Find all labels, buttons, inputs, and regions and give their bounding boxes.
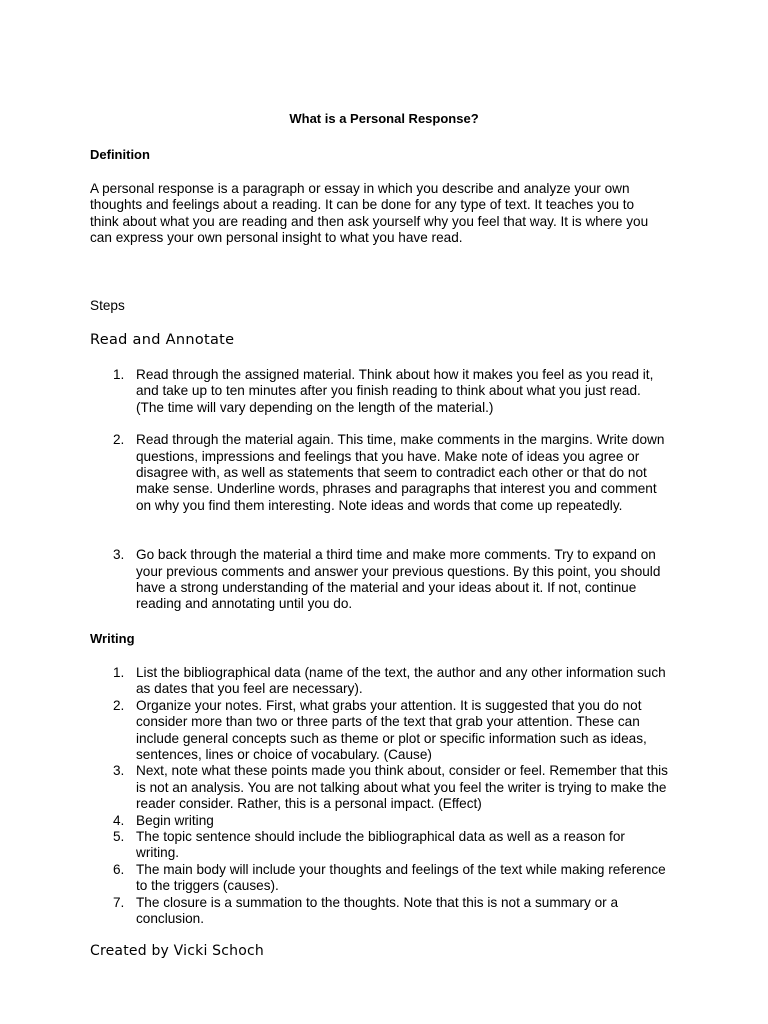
- definition-line: think about what you are reading and then ask yourself why you feel that way. It is where you: [90, 213, 649, 229]
- list-text: [136, 895, 686, 928]
- steps-label: Steps: [90, 298, 125, 313]
- list-line: The topic sentence should include the bibliographical data as well as a reason for: [136, 829, 625, 845]
- definition-heading: Definition: [90, 147, 150, 162]
- list-text: [136, 829, 686, 862]
- read-annotate-list: [0, 367, 768, 613]
- writing-heading: Writing: [90, 631, 135, 646]
- list-item: [0, 698, 768, 764]
- list-line: List the bibliographical data (name of the text, the author and any other information such: [136, 665, 666, 680]
- list-line: disagree with, as well as statements that seem to contradict each other or that do not: [136, 465, 647, 481]
- list-number: 2.: [113, 432, 125, 448]
- list-number: 3.: [113, 547, 125, 563]
- list-line: sentences, lines or choice of vocabulary. (Cause): [136, 747, 432, 763]
- list-item: [0, 547, 768, 613]
- list-number: 7.: [113, 894, 125, 910]
- list-line: questions, impressions and feelings that you have. Make note of ideas you agree or: [136, 448, 640, 464]
- list-text: [136, 367, 686, 416]
- list-line: have a strong understanding of the material and your ideas about it. If not, continue: [136, 580, 637, 596]
- list-line: reader consider. Rather, this is a personal impact. (Effect): [136, 796, 482, 812]
- list-item: [0, 813, 768, 829]
- author-credit: Created by Vicki Schoch: [90, 943, 264, 959]
- list-line: writing.: [136, 845, 180, 861]
- list-line: (The time will vary depending on the length of the material.): [136, 399, 494, 415]
- list-item: [0, 763, 768, 812]
- page-title: What is a Personal Response?: [289, 111, 479, 126]
- definition-line: A personal response is a paragraph or essay in which you describe and analyze your own: [90, 181, 630, 196]
- list-number: 1.: [113, 665, 125, 680]
- list-text: [136, 763, 686, 812]
- writing-list: [0, 665, 768, 928]
- list-number: 4.: [113, 812, 125, 828]
- list-line: Read through the material again. This time, make comments in the margins. Write down: [136, 432, 665, 448]
- list-line: make sense. Underline words, phrases and paragraphs that interest you and comment: [136, 481, 657, 497]
- list-line: Read through the assigned material. Think about how it makes you feel as you read it,: [136, 367, 654, 382]
- list-line: Next, note what these points made you think about, consider or feel. Remember that this: [136, 763, 668, 779]
- list-text: [136, 813, 686, 829]
- list-number: 3.: [113, 763, 125, 779]
- list-item: [0, 367, 768, 416]
- list-line: is not an analysis. You are not talking about what you feel the writer is trying to make the: [136, 779, 667, 795]
- list-text: [136, 432, 686, 514]
- list-text: [136, 698, 686, 764]
- list-item: [0, 862, 768, 895]
- list-line: reading and annotating until you do.: [136, 596, 353, 612]
- read-annotate-heading: Read and Annotate: [90, 332, 235, 348]
- list-item: [0, 665, 768, 698]
- list-text: [136, 547, 686, 613]
- list-line: your previous comments and answer your previous questions. By this point, you should: [136, 563, 661, 579]
- list-line: consider more than two or three parts of the text that grab your attention. These can: [136, 714, 640, 730]
- definition-paragraph: [90, 181, 650, 247]
- list-number: 1.: [113, 367, 125, 382]
- definition-line: can express your own personal insight to what you have read.: [90, 230, 463, 246]
- list-text: [136, 862, 686, 895]
- list-line: Go back through the material a third time and make more comments. Try to expand on: [136, 547, 656, 563]
- list-item: [0, 432, 768, 514]
- list-item: [0, 895, 768, 928]
- list-line: Organize your notes. First, what grabs your attention. It is suggested that you do not: [136, 697, 642, 713]
- list-line: to the triggers (causes).: [136, 878, 279, 894]
- list-line: as dates that you feel are necessary).: [136, 681, 363, 697]
- list-item: [0, 829, 768, 862]
- list-line: on why you find them interesting. Note ideas and words that come up repeatedly.: [136, 497, 623, 513]
- definition-line: thoughts and feelings about a reading. It can be done for any type of text. It teaches you to: [90, 197, 635, 213]
- list-line: conclusion.: [136, 911, 205, 927]
- list-line: The closure is a summation to the thoughts. Note that this is not a summary or a: [136, 894, 619, 910]
- list-number: 5.: [113, 829, 125, 845]
- list-text: [136, 665, 686, 698]
- list-number: 6.: [113, 861, 125, 877]
- list-line: The main body will include your thoughts and feelings of the text while making reference: [136, 861, 666, 877]
- list-line: Begin writing: [136, 812, 214, 828]
- list-line: include general concepts such as theme or plot or specific information such as ideas,: [136, 730, 647, 746]
- list-line: and take up to ten minutes after you finish reading to think about what you just read.: [136, 383, 641, 399]
- list-number: 2.: [113, 697, 125, 713]
